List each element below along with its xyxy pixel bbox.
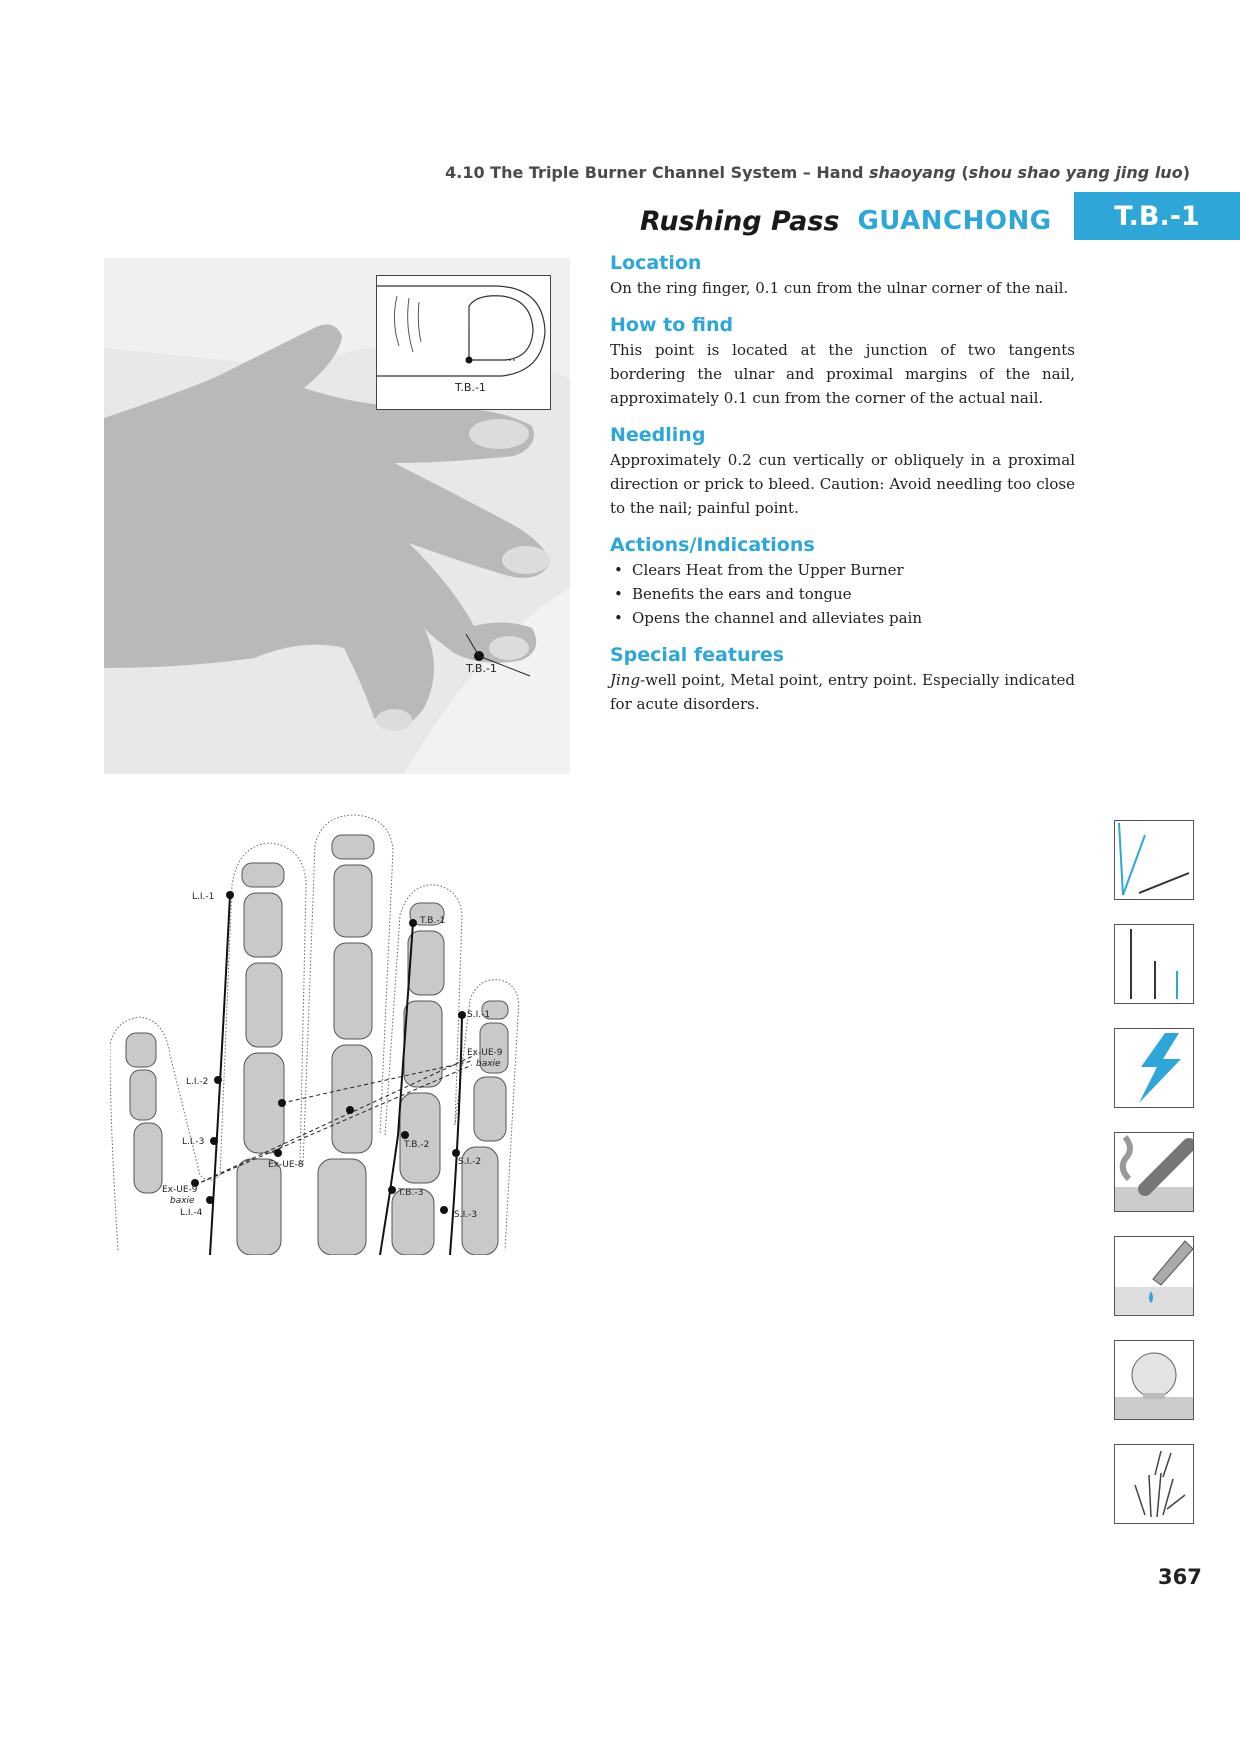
method-icons	[1114, 820, 1194, 1532]
list-item: • Benefits the ears and tongue	[610, 582, 1075, 606]
needling-section	[610, 424, 1075, 520]
label-tb3: T.B.-3	[398, 1188, 424, 1198]
paren-close: )	[1182, 163, 1190, 182]
special-features-body: -well point, Metal point, entry point. Especially indicated for acute disorders.	[610, 671, 1075, 713]
section-title-italic: shaoyang	[868, 163, 956, 182]
page-number: 367	[1158, 1565, 1202, 1589]
point-pinyin-name: GUANCHONG	[857, 206, 1052, 236]
location-text: On the ring finger, 0.1 cun from the ulnar corner of the nail.	[610, 279, 1069, 297]
label-tb1: T.B.-1	[420, 916, 446, 926]
section-number: 4.10	[445, 163, 485, 182]
bleeding-lancet-icon	[1114, 1236, 1194, 1316]
hand-skeleton-diagram	[110, 805, 580, 1255]
inset-point-label: T.B.-1	[455, 381, 486, 394]
label-si3: S.I.-3	[454, 1210, 478, 1220]
point-code: T.B.-1	[1114, 200, 1200, 232]
location-section	[610, 252, 1075, 300]
label-li1: L.I.-1	[192, 892, 215, 902]
label-exue9-right: Ex-UE-9	[467, 1048, 503, 1058]
list-item: • Opens the channel and alleviates pain	[610, 606, 1075, 630]
label-exue8: Ex-UE-8	[268, 1160, 304, 1170]
moxa-stick-icon	[1114, 1132, 1194, 1212]
how-to-find-text: This point is located at the junction of two tangents bordering the ulnar and proximal margins of the nail, approximately 0.1 cun from the corner of the actual nail.	[610, 341, 1075, 407]
location-heading: Location	[610, 252, 702, 274]
label-si1: S.I.-1	[467, 1010, 491, 1020]
special-features-italic: Jing	[610, 671, 641, 689]
label-si2: S.I.-2	[458, 1157, 482, 1167]
electro-lightning-icon	[1114, 1028, 1194, 1108]
photo-point-label: T.B.-1	[466, 662, 497, 675]
special-features-heading: Special features	[610, 644, 785, 666]
label-baxie-left: baxie	[170, 1196, 195, 1206]
point-title	[640, 200, 1052, 242]
special-features-text	[610, 668, 1075, 716]
how-to-find-section	[610, 314, 1075, 410]
label-tb2: T.B.-2	[404, 1140, 430, 1150]
needling-heading: Needling	[610, 424, 706, 446]
point-english-name: Rushing Pass	[640, 205, 840, 237]
section-title: The Triple Burner Channel System – Hand	[490, 163, 869, 182]
label-li3: L.I.-3	[182, 1137, 205, 1147]
special-features-section	[610, 644, 1075, 716]
label-li2: L.I.-2	[186, 1077, 209, 1087]
needling-text: Approximately 0.2 cun vertically or obliquely in a proximal direction or prick to bleed. Caution: Avoid needling too close to the nail; painful point.	[610, 451, 1075, 517]
running-head	[445, 163, 1190, 182]
actions-section	[610, 534, 1075, 630]
point-code-badge	[1074, 192, 1240, 240]
label-li4: L.I.-4	[180, 1208, 203, 1218]
section-subtitle-italic: shou shao yang jing luo	[968, 163, 1183, 182]
actions-list	[610, 558, 1075, 630]
hand-skeleton-icon	[1114, 1444, 1194, 1524]
text-column	[610, 252, 1075, 730]
paren-open: (	[955, 163, 969, 182]
needles-crossed-icon	[1114, 820, 1194, 900]
hand-skeleton-svg	[110, 805, 580, 1255]
nail-inset	[376, 275, 551, 410]
actions-heading: Actions/Indications	[610, 534, 815, 556]
list-item: • Clears Heat from the Upper Burner	[610, 558, 1075, 582]
cupping-icon	[1114, 1340, 1194, 1420]
label-exue9-left: Ex-UE-9	[162, 1185, 198, 1195]
needles-upright-icon	[1114, 924, 1194, 1004]
label-baxie-right: baxie	[476, 1059, 501, 1069]
how-to-find-heading: How to find	[610, 314, 734, 336]
